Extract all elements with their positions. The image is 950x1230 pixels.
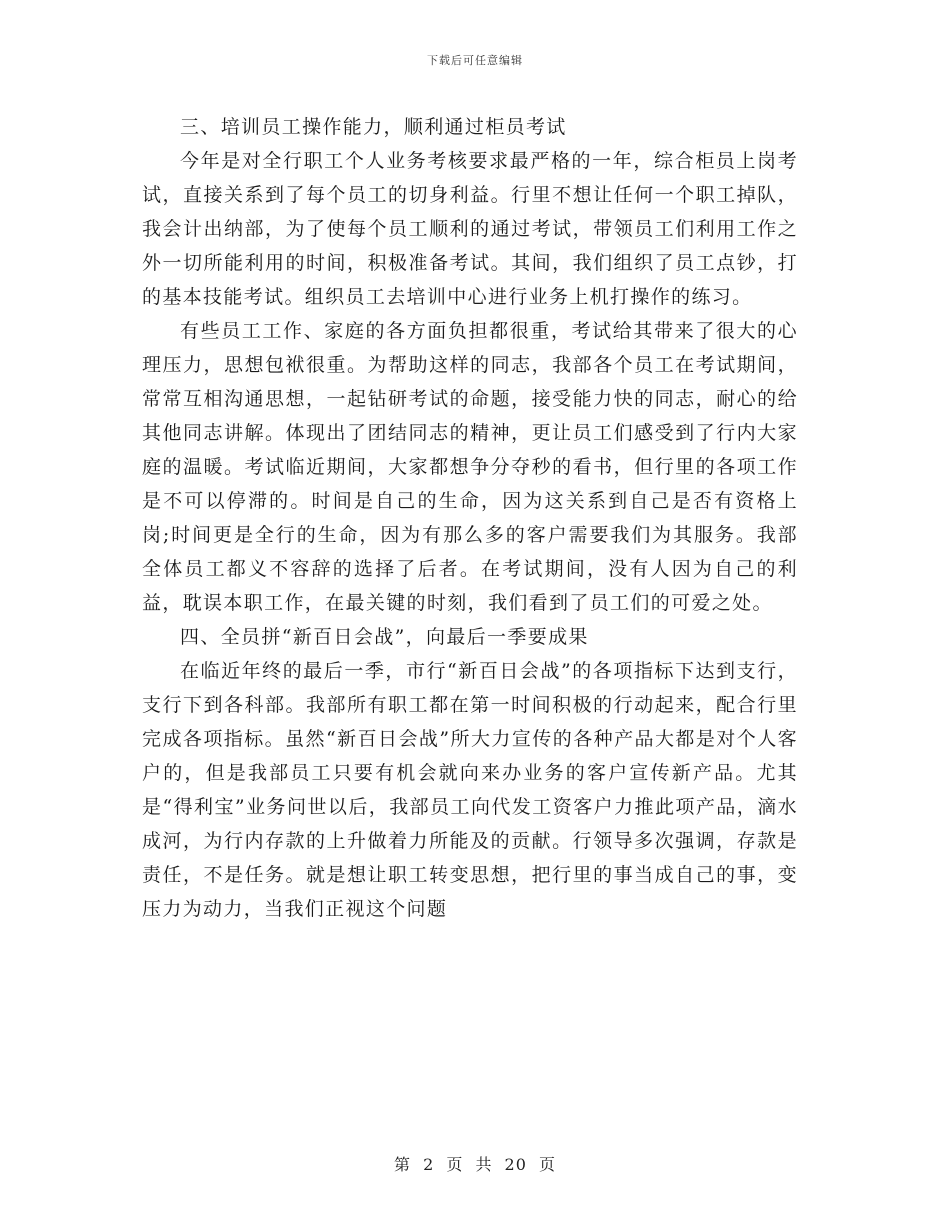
body-paragraph: 今年是对全行职工个人业务考核要求最严格的一年，综合柜员上岗考试，直接关系到了每个员工的切身利益。行里不想让任何一个职工掉队，我会计出纳部，为了使每个员工顺利的通过考试，带领员工们利用工作之外一切所能利用的时间，积极准备考试。其间，我们组织了员工点钞，打的基本技能考试。组织员工去培训中心进行业务上机打操作的练习。	[142, 150, 798, 308]
body-paragraph: 在临近年终的最后一季，市行“新百日会战”的各项指标下达到支行，支行下到各科部。我部所有职工都在第一时间积极的行动起来，配合行里完成各项指标。虽然“新百日会战”所大力宣传的各种产品大都是对个人客户的，但是我部员工只要有机会就向来办业务的客户宣传新产品。尤其是“得利宝”业务问世以后，我部员工向代发工资客户力推此项产品，滴水成河，为行内存款的上升做着力所能及的贡献。行领导多次强调，存款是责任，不是任务。就是想让职工转变思想，把行里的事当成自己的事，变压力为动力，当我们正视这个问题	[142, 660, 798, 920]
section-heading-4: 四、全员拼“新百日会战”，向最后一季要成果	[180, 626, 589, 648]
page-number-footer: 第 2 页 共 20 页	[394, 1155, 556, 1174]
body-paragraph: 有些员工工作、家庭的各方面负担都很重，考试给其带来了很大的心理压力，思想包袱很重。为帮助这样的同志，我部各个员工在考试期间，常常互相沟通思想，一起钻研考试的命题，接受能力快的同志，耐心的给其他同志讲解。体现出了团结同志的精神，更让员工们感受到了行内大家庭的温暖。考试临近期间，大家都想争分夺秒的看书，但行里的各项工作是不可以停滞的。时间是自己的生命，因为这关系到自己是否有资格上岗;时间更是全行的生命，因为有那么多的客户需要我们为其服务。我部全体员工都义不容辞的选择了后者。在考试期间，没有人因为自己的利益，耽误本职工作，在最关键的时刻，我们看到了员工们的可爱之处。	[142, 320, 798, 614]
document-body	[142, 110, 798, 926]
section-heading-3: 三、培训员工操作能力，顺利通过柜员考试	[180, 116, 567, 138]
header-note: 下载后可任意编辑	[427, 54, 523, 67]
